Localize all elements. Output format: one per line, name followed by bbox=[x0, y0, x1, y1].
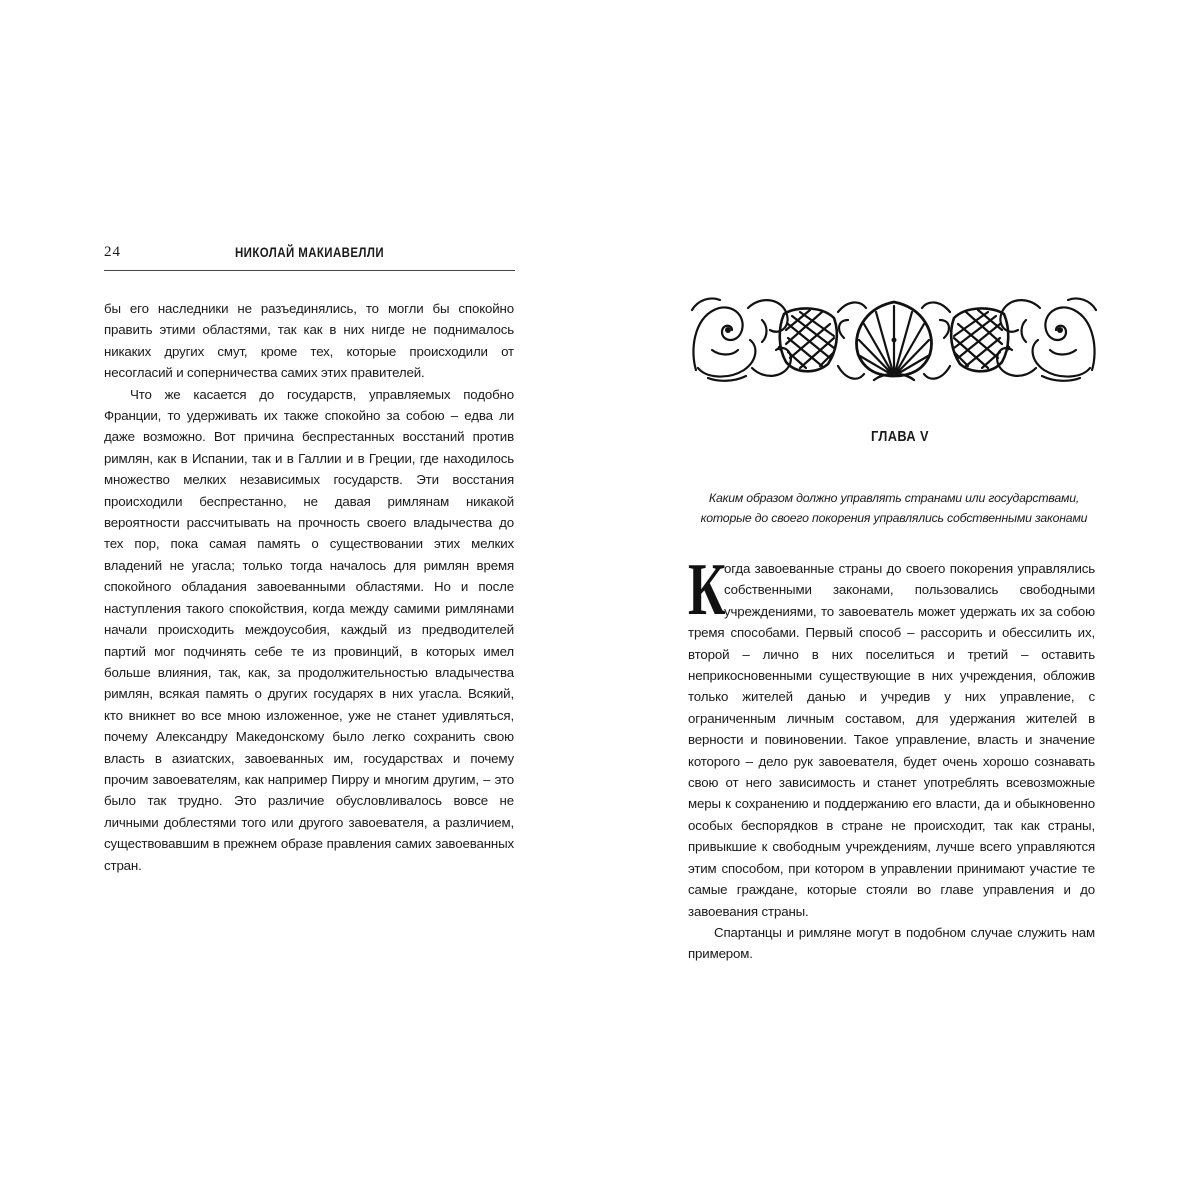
left-body-text bbox=[104, 298, 514, 876]
chapter-subtitle bbox=[688, 488, 1100, 528]
subtitle-line: которые до своего покорения управлялись собственными законами bbox=[700, 511, 1088, 525]
paragraph: Что же касается до государств, управляемых подобно Франции, то удерживать их также спокойно за собою – едва ли даже возможно. Вот причина беспрестанных восстаний против римлян, как в Испании, так и в Галлии и в Греции, где находилось множество мелких независимых государств. Эти восстания происходили беспрестанно, не давая римлянам никакой вероятности рассчитывать на прочность своего владычества до тех пор, пока самая память о существовании этих мелких владений не угасла; только тогда началось для римлян время спокойного обладания завоеванными областями. Но и после наступления такого спокойствия, когда между самими римлянами начали происходить междоусобия, каждый из предводителей партий мог подчинять себе те из провинций, в которых имел больше влияния, так, как, за продолжительностью владычества римлян, всякая память о других государях в них угасла. Всякий, кто вникнет во все мною изложенное, уже не станет удивляться, почему Александру Македонскому было легко сохранить свою власть в азиатских, завоеванных им, государствах и почему прочим завоевателям, как например Пирру и многим другим, – это было так трудно. Это различие обусловливалось вовсе не личными доблестями того или другого завоевателя, а различием, существовавшим в прежнем образе правления самих завоеванных стран. bbox=[104, 386, 514, 873]
page-number: 24 bbox=[104, 244, 121, 260]
running-title: НИКОЛАЙ МАКИАВЕЛЛИ bbox=[234, 244, 385, 260]
subtitle-line: Каким образом должно управлять странами или государствами, bbox=[708, 491, 1080, 505]
right-body-text bbox=[688, 549, 1095, 965]
chapter-title: ГЛАВА V bbox=[871, 428, 929, 445]
paragraph: Спартанцы и римляне могут в подобном случае служить нам примером. bbox=[688, 924, 1095, 962]
drop-cap: К bbox=[688, 549, 726, 631]
baroque-shell-ornament-icon bbox=[688, 290, 1100, 385]
running-header bbox=[104, 244, 515, 271]
paragraph-text: огда завоеванные страны до своего покорения управлялись собственными законами, пользовались свободными учреждениями, то завоеватель может удержать их за собою тремя способами. Первый способ – рассорить и обессилить их, второй – лично в них поселиться и третий – оставить неприкосновенными существующие в них учреждения, обложив только жителей данью и учредив у них управление, с ограниченным личным составом, для удержания жителей в верности и повиновении. Такое управление, власть и значение которого – дело рук завоевателя, будет очень хорошо сознавать свою от него зависимость и станет употреблять всевозможные меры к сохранению и поддержанию его власти, да и обыкновенно особых беспорядков в стране не происходит, так как страны, привыкшие к свободным учреждениям, лучше всего управляются этим способом, при котором в управлении принимают участие те самые граждане, которые стояли во главе управления и до завоевания страны. bbox=[688, 561, 1095, 919]
paragraph: бы его наследники не разъединялись, то могли бы спокойно править этими областями, так как в них нигде не поднималось никаких других смут, кроме тех, которые происходили от несогласий и соперничества самих этих правителей. bbox=[104, 301, 514, 381]
paragraph bbox=[688, 549, 1095, 922]
